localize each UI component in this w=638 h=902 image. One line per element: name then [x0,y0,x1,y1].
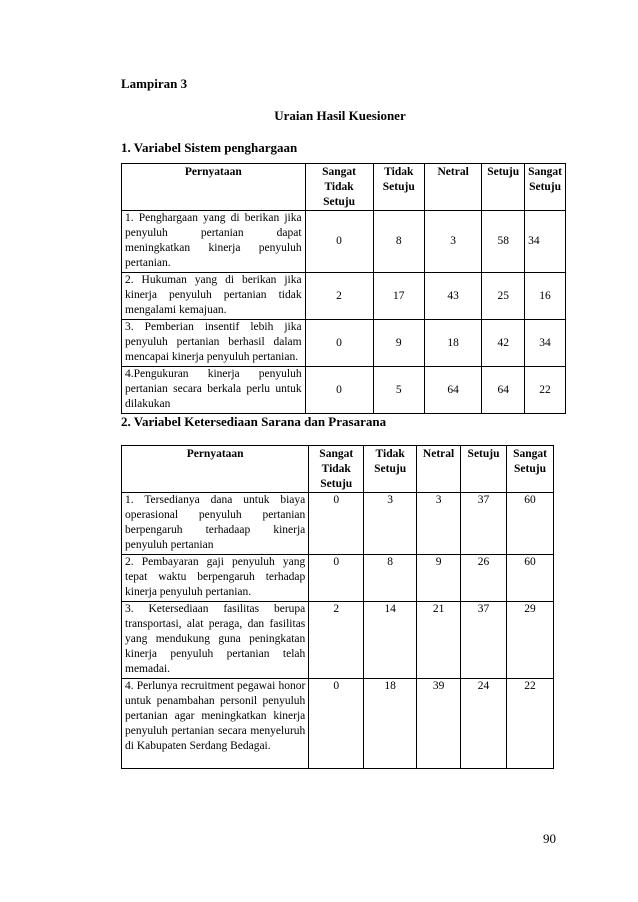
value-cell: 26 [461,555,507,602]
value-cell: 9 [373,320,425,367]
value-cell: 43 [425,273,482,320]
value-cell: 0 [305,211,373,273]
statement-cell: 3. Ketersediaan fasilitas berupa transportasi, alat peraga, dan fasilitas yang mendukung guna peningkatan kinerja penyuluh pertanian telah memadai. [122,602,309,679]
table-row [122,493,554,555]
table-section-1 [121,163,566,414]
col-header-agree: Setuju [461,446,507,493]
col-header-strongly-disagree: Sangat Tidak Setuju [305,164,373,211]
value-cell: 22 [525,367,566,414]
col-header-strongly-agree: Sangat Setuju [507,446,554,493]
table-row [122,211,566,273]
statement-cell: 4. Perlunya recruitment pegawai honor untuk penambahan personil penyuluh pertanian agar meningkatkan kinerja penyuluh pertanian secara menyeluruh di Kabupaten Serdang Bedagai. [122,679,309,769]
value-cell: 2 [309,602,364,679]
section-1-title: 1. Variabel Sistem penghargaan [121,140,298,155]
value-cell: 42 [482,320,525,367]
page-number: 90 [543,831,556,846]
value-cell: 34 [525,211,566,273]
col-header-strongly-agree: Sangat Setuju [525,164,566,211]
table-header-row [122,164,566,211]
value-cell: 25 [482,273,525,320]
value-cell: 8 [373,211,425,273]
value-cell: 60 [507,493,554,555]
statement-cell: 3. Pemberian insentif lebih jika penyuluh pertanian berhasil dalam mencapai kinerja penyuluh pertanian. [122,320,306,367]
appendix-heading: Lampiran 3 [121,76,188,91]
col-header-statement: Pernyataan [122,164,306,211]
value-cell: 21 [417,602,461,679]
value-cell: 60 [507,555,554,602]
table-row [122,320,566,367]
value-cell: 3 [364,493,417,555]
value-cell: 64 [425,367,482,414]
table-row [122,602,554,679]
document-title: Uraian Hasil Kuesioner [274,108,406,123]
table-row [122,555,554,602]
table-row [122,367,566,414]
table-header-row [122,446,554,493]
col-header-neutral: Netral [425,164,482,211]
col-header-disagree: Tidak Setuju [364,446,417,493]
statement-cell: 4.Pengukuran kinerja penyuluh pertanian secara berkala perlu untuk dilakukan [122,367,306,414]
statement-cell: 1. Penghargaan yang di berikan jika penyuluh pertanian dapat meningkatkan kinerja penyuluh pertanian. [122,211,306,273]
col-header-agree: Setuju [482,164,525,211]
col-header-neutral: Netral [417,446,461,493]
value-cell: 37 [461,602,507,679]
statement-cell: 2. Pembayaran gaji penyuluh yang tepat waktu berpengaruh terhadap kinerja penyuluh pertanian. [122,555,309,602]
section-2-title: 2. Variabel Ketersediaan Sarana dan Prasarana [121,414,387,429]
value-cell: 17 [373,273,425,320]
value-cell: 9 [417,555,461,602]
col-header-disagree: Tidak Setuju [373,164,425,211]
statement-cell: 1. Tersedianya dana untuk biaya operasional penyuluh pertanian berpengaruh terhadaap kinerja penyuluh pertanian [122,493,309,555]
value-cell: 3 [425,211,482,273]
value-cell: 24 [461,679,507,769]
value-cell: 0 [309,679,364,769]
value-cell: 34 [525,320,566,367]
value-cell: 14 [364,602,417,679]
value-cell: 58 [482,211,525,273]
table-row [122,273,566,320]
col-header-strongly-disagree: Sangat Tidak Setuju [309,446,364,493]
value-cell: 5 [373,367,425,414]
value-cell: 18 [425,320,482,367]
table-section-2 [121,445,554,769]
statement-cell: 2. Hukuman yang di berikan jika kinerja penyuluh pertanian tidak mengalami kemajuan. [122,273,306,320]
value-cell: 0 [305,320,373,367]
value-cell: 16 [525,273,566,320]
value-cell: 3 [417,493,461,555]
value-cell: 2 [305,273,373,320]
value-cell: 39 [417,679,461,769]
value-cell: 0 [309,493,364,555]
value-cell: 29 [507,602,554,679]
value-cell: 8 [364,555,417,602]
table-row [122,679,554,769]
value-cell: 0 [309,555,364,602]
value-cell: 37 [461,493,507,555]
value-cell: 64 [482,367,525,414]
col-header-statement: Pernyataan [122,446,309,493]
value-cell: 0 [305,367,373,414]
value-cell: 18 [364,679,417,769]
value-cell: 22 [507,679,554,769]
